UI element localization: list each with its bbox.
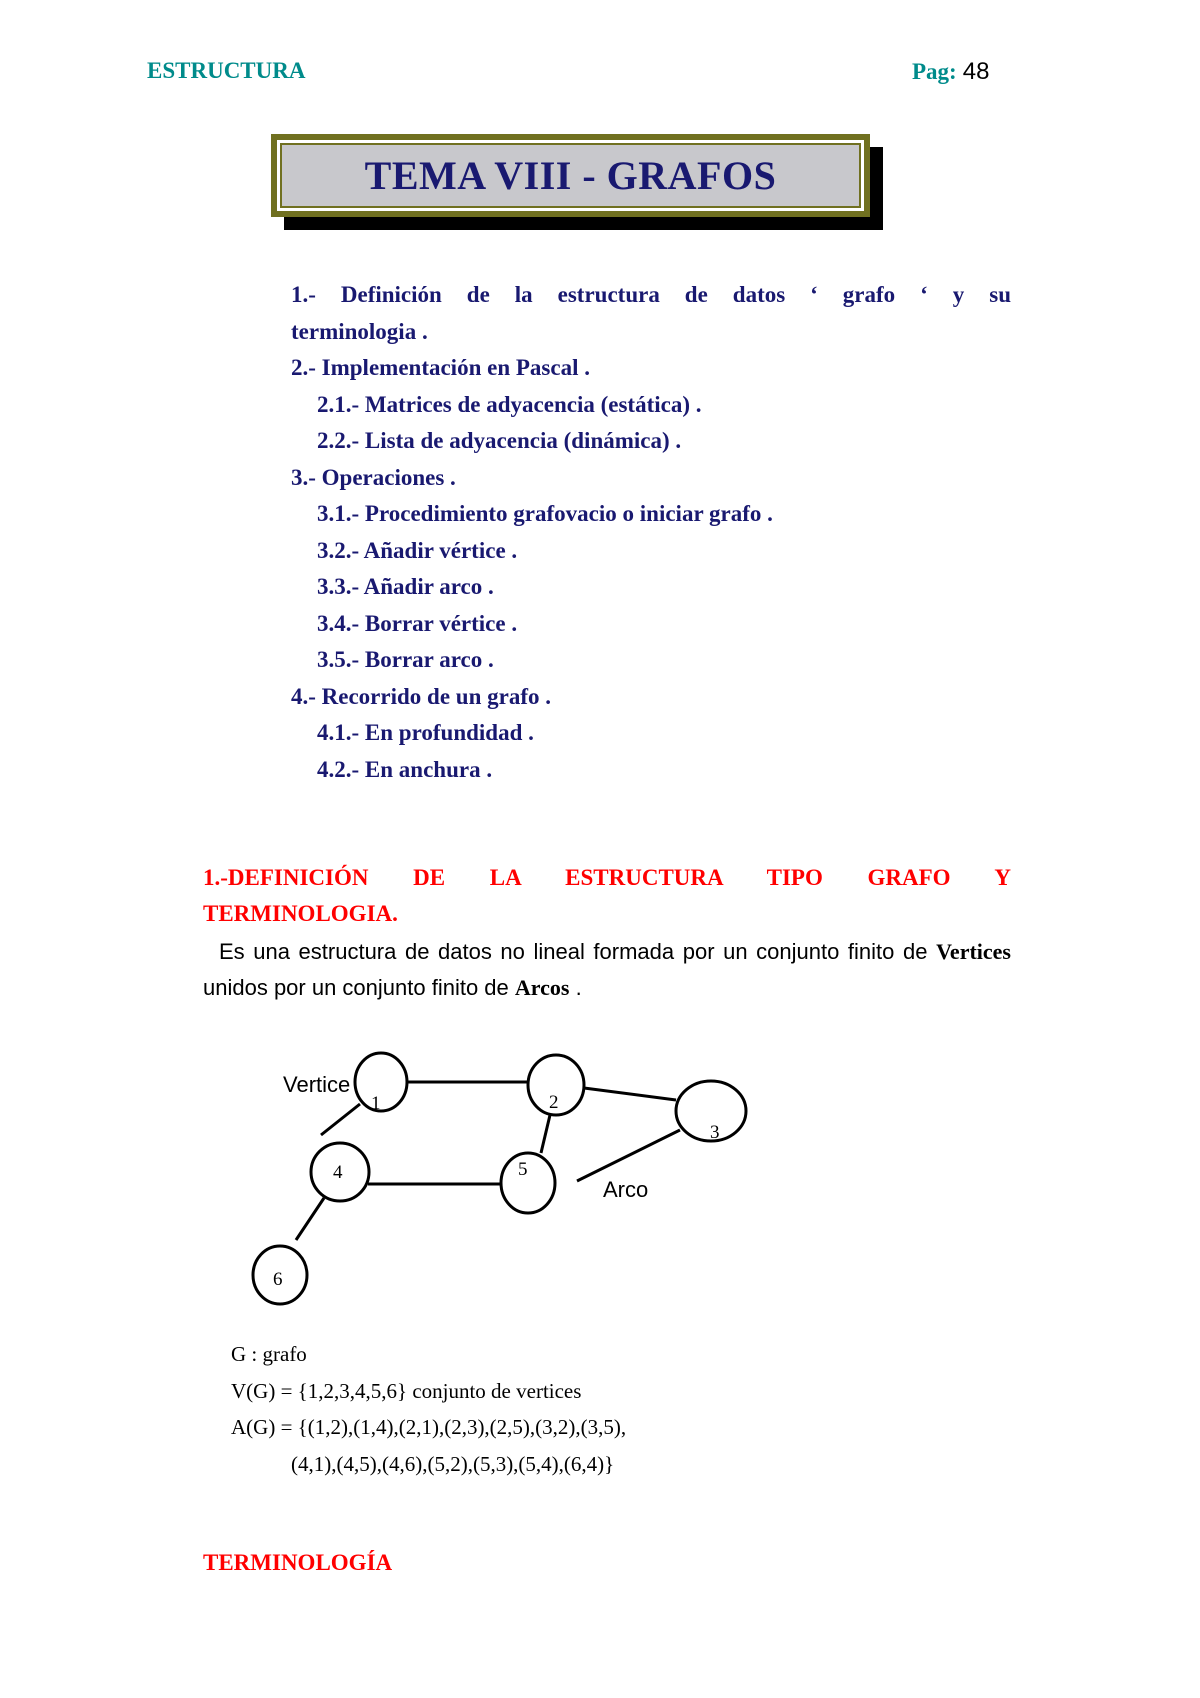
term-arcos: Arcos: [514, 975, 570, 1000]
toc-item: 2.- Implementación en Pascal .: [291, 355, 590, 380]
graph-name-line: G : grafo: [231, 1342, 307, 1366]
edge-set-line: A(G) = {(1,2),(1,4),(2,1),(2,3),(2,5),(3,2),(3,5),: [231, 1415, 627, 1439]
page-number: 48: [962, 58, 990, 85]
edge-1-4: [321, 1104, 360, 1135]
edge-4-6: [296, 1198, 324, 1240]
terminology-heading: TERMINOLOGÍA: [203, 1550, 393, 1575]
paragraph-line: [203, 975, 582, 1000]
toc-subitem: 2.2.- Lista de adyacencia (dinámica) .: [317, 428, 682, 453]
vertex-label-6: 6: [273, 1269, 283, 1290]
section-heading-line: TERMINOLOGIA.: [203, 901, 398, 926]
page-title: TEMA VIII - GRAFOS: [364, 153, 777, 198]
page-number-block: [912, 58, 989, 86]
vertex-label-3: 3: [710, 1122, 720, 1143]
toc-item: 1.- Definición de la estructura de datos ‘ grafo ‘ y su: [291, 282, 1011, 307]
vertex-set-line: V(G) = {1,2,3,4,5,6} conjunto de vertices: [231, 1378, 582, 1403]
page-label: Pag:: [912, 59, 957, 84]
toc-subitem: 3.4.- Borrar vértice .: [317, 610, 518, 636]
definition-paragraph: [203, 934, 1011, 1006]
vertex-5: [501, 1153, 555, 1213]
vertex-label-5: 5: [518, 1159, 528, 1180]
vertex-callout-label: Vertice: [283, 1072, 351, 1097]
edge-2-5: [541, 1115, 550, 1153]
toc-subitem: 3.3.- Añadir arco .: [317, 574, 494, 599]
paragraph-line: [203, 934, 1011, 970]
title-frame: [271, 134, 870, 217]
paragraph-text: Es una estructura de datos no lineal formada por un conjunto finito de: [219, 939, 937, 964]
toc-subitem: 4.1.- En profundidad .: [317, 720, 534, 745]
section-heading-line: 1.-DEFINICIÓN DE LA ESTRUCTURA TIPO GRAFO Y: [203, 865, 1011, 890]
edge-3-5: [577, 1130, 680, 1181]
toc-item: terminologia .: [291, 318, 428, 344]
toc-subitem: 3.1.- Procedimiento grafovacio o iniciar grafo .: [317, 501, 773, 526]
toc-subitem: 4.2.- En anchura .: [317, 756, 493, 782]
graph-diagram: [240, 1040, 760, 1310]
table-of-contents: [291, 277, 1011, 788]
edge-2-3: [584, 1088, 676, 1100]
section-heading: [203, 860, 1011, 932]
vertex-label-1: 1: [371, 1093, 381, 1114]
toc-subitem: 3.5.- Borrar arco .: [317, 647, 494, 672]
toc-item: 4.- Recorrido de un grafo .: [291, 683, 551, 709]
vertex-label-4: 4: [333, 1162, 343, 1183]
toc-subitem: 2.1.- Matrices de adyacencia (estática) .: [317, 391, 702, 417]
title-panel: [277, 140, 864, 211]
term-vertices: Vertices: [936, 939, 1011, 964]
paragraph-text: unidos por un conjunto finito de: [203, 975, 515, 1000]
header-subject: ESTRUCTURA: [147, 58, 306, 83]
vertex-label-2: 2: [549, 1092, 559, 1113]
toc-item: 3.- Operaciones .: [291, 464, 456, 490]
edge-callout-label: Arco: [603, 1177, 649, 1202]
paragraph-text: .: [569, 975, 582, 1000]
graph-definition: [231, 1336, 626, 1482]
edge-set-line-continued: (4,1),(4,5),(4,6),(5,2),(5,3),(5,4),(6,4)}: [291, 1451, 615, 1476]
vertex-1: [355, 1053, 407, 1111]
toc-subitem: 3.2.- Añadir vértice .: [317, 537, 518, 563]
